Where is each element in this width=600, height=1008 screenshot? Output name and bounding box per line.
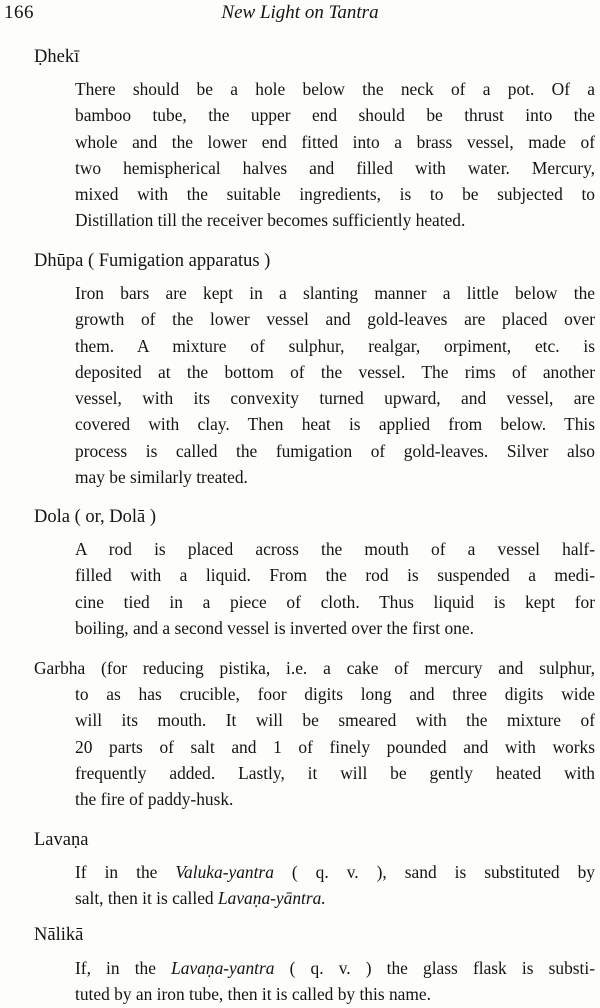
text-line [75,885,595,911]
entry-body [75,76,595,234]
text-span: tuted by an iron tube, then it is called by this name. [75,984,431,1005]
running-title: New Light on Tantra [221,2,379,23]
entry-body [75,681,595,812]
text-line: the fire of paddy-husk. [75,789,234,810]
text-line: Iron bars are kept in a slanting manner a little below the [75,283,595,303]
text-line: filled with a liquid. From the rod is suspended a medi- [75,565,595,586]
entry-body [75,280,595,490]
entry-term: Ḍhekī [34,47,80,67]
text-line: growth of the lower vessel and gold-leaves are placed over [75,309,595,330]
text-span: If in the [75,862,176,882]
text-line: covered with clay. Then heat is applied from below. This [75,414,595,435]
entry-body [75,859,595,912]
text-line: A rod is placed across the mouth of a vessel half- [75,539,595,559]
page-number: 166 [4,2,34,23]
text-line: There should be a hole below the neck of a pot. Of a [75,79,595,99]
italic-term: Valuka-yantra [175,862,274,882]
italic-term: Lavaṇa-yantra [171,958,275,978]
text-line [75,955,595,981]
text-line: two hemispherical halves and filled with water. Mercury, [75,157,595,178]
text-line: bamboo tube, the upper end should be thrust into the [75,105,595,126]
text-line: may be similarly treated. [75,467,248,488]
text-line: will its mouth. It will be smeared with the mixture of [75,710,595,731]
text-span: ( q. v. ) the glass flask is substi- [274,958,595,978]
entry-term: Nālikā [34,925,84,945]
entry-term: Dola ( or, Dolā ) [34,507,157,527]
text-line: process is called the fumigation of gold-leaves. Silver also [75,440,595,461]
text-line: to as has crucible, foor digits long and three digits wide [75,684,595,704]
entry-term-rest: (for reducing pistika, i.e. a cake of mercury and sulphur, [101,658,595,678]
entry-term: Garbha [34,658,86,678]
text-line: Distillation till the receiver becomes sufficiently heated. [75,210,466,231]
italic-term: Lavaṇa-yāntra. [217,888,326,909]
text-line: whole and the lower end fitted into a brass vessel, made of [75,131,595,152]
entry-term: Dhūpa ( Fumigation apparatus ) [34,251,271,271]
text-line [75,859,595,885]
running-head [0,2,600,28]
entry-first-line [34,655,595,681]
entry-term: Lavaṇa [34,830,89,850]
entry-body [75,955,595,1008]
text-line: boiling, and a second vessel is inverted over the first one. [75,617,474,638]
text-span: If, in the [75,958,172,978]
text-line: cine tied in a piece of cloth. Thus liquid is kept for [75,591,595,612]
text-line [75,981,595,1007]
text-span: salt, then it is called [75,888,218,909]
text-line: deposited at the bottom of the vessel. The rims of another [75,361,595,382]
text-line: 20 parts of salt and 1 of finely pounded and with works [75,736,595,757]
text-line [34,655,595,681]
text-line: frequently added. Lastly, it will be gently heated with [75,762,595,783]
text-line: vessel, with its convexity turned upward, and vessel, are [75,388,595,409]
text-span: ( q. v. ), sand is substituted by [273,862,595,882]
text-line: them. A mixture of sulphur, realgar, orpiment, etc. is [75,335,595,356]
text-line: mixed with the suitable ingredients, is to be subjected to [75,184,595,205]
entry-body [75,536,595,641]
